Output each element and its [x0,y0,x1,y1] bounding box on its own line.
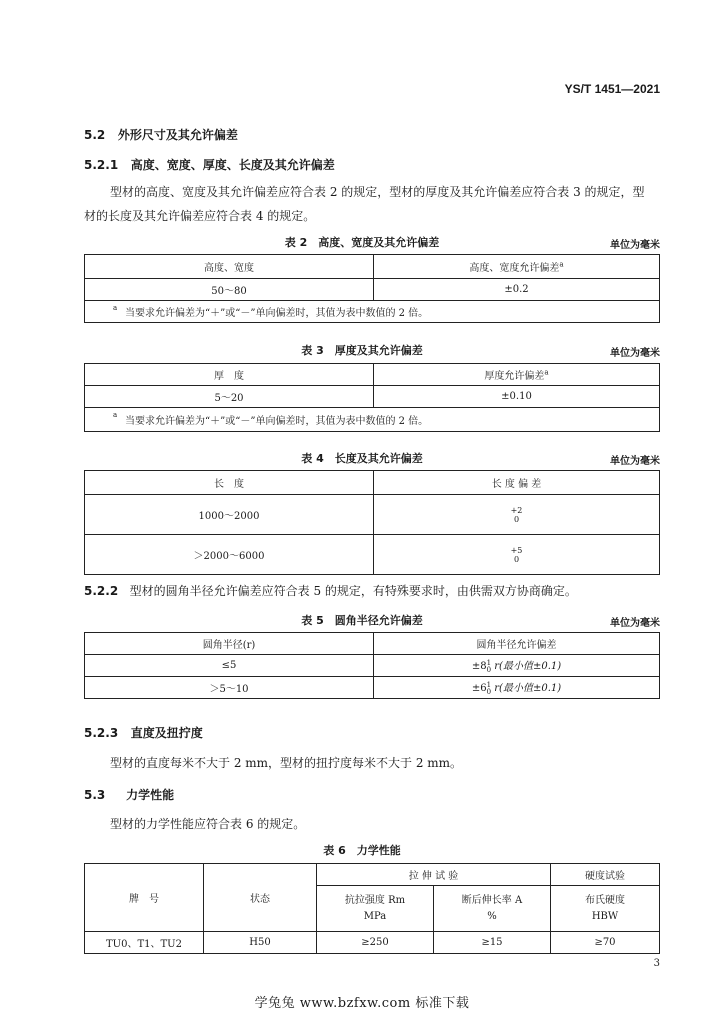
table-cell [374,535,660,575]
table-cell: ＞5～10 [85,677,374,699]
upper-deviation: +5 [510,545,523,555]
table6-header-state: 状态 [204,864,317,932]
paragraph-5-3: 型材的力学性能应符合表 6 的规定。 [110,817,306,831]
section-number: 5.3 [84,788,106,802]
section-text: 型材的圆角半径允许偏差应符合表 5 的规定，有特殊要求时，由供需双方协商确定。 [129,584,577,598]
table6-header-elongation [434,886,551,932]
table2-header-tolerance [374,255,660,279]
tolerance-value: ±8 [471,661,487,673]
fraction [487,660,491,674]
table3-header-thickness: 厚 度 [85,364,374,386]
page-number: 3 [653,958,660,969]
footnote-marker: a [113,411,118,419]
fraction-numerator: 1 [486,658,492,667]
table-6 [84,863,660,954]
table-cell: ≥70 [551,932,660,954]
table3-unit: 单位为毫米 [610,348,660,359]
header-text: 厚度允许偏差 [484,371,545,382]
footnote-marker: a [113,304,118,312]
table-5 [84,632,660,699]
section-number: 5.2.1 [84,158,119,172]
tolerance-tail: r(最小值±0.1) [494,683,562,695]
table3-header-tolerance [374,364,660,386]
table3-caption: 表 3 厚度及其允许偏差 [301,344,423,357]
section-5-2-1 [84,156,335,173]
table-cell [374,655,660,677]
table2-footnote [85,301,660,323]
table-cell: 50～80 [85,279,374,301]
table2-caption: 表 2 高度、宽度及其允许偏差 [284,236,440,249]
table-cell: ±0.10 [374,386,660,408]
table-cell: H50 [204,932,317,954]
paragraph-5-2-3: 型材的直度每米不大于 2 mm，型材的扭拧度每米不大于 2 mm。 [110,756,463,770]
standard-number: YS/T 1451—2021 [564,82,660,96]
table4-unit: 单位为毫米 [610,456,660,467]
header-unit: % [487,910,497,922]
header-text: 布氏硬度 [585,894,625,906]
fraction-numerator: 1 [486,680,492,689]
footer-watermark: 学兔兔 www.bzfxw.com 标准下载 [254,996,470,1011]
lower-deviation: 0 [513,554,520,564]
table5-header-radius: 圆角半径(r) [85,633,374,655]
section-title: 直度及扭拧度 [130,726,203,740]
upper-deviation: +2 [510,505,523,515]
table-cell: ≤5 [85,655,374,677]
table-cell: 5～20 [85,386,374,408]
table5-header-tolerance: 圆角半径允许偏差 [374,633,660,655]
table-cell: TU0、T1、TU2 [85,932,204,954]
table5-caption: 表 5 圆角半径允许偏差 [301,614,423,627]
section-5-2 [84,126,238,143]
footnote-marker: a [559,260,564,269]
table5-unit: 单位为毫米 [610,618,660,629]
header-text: 抗拉强度 Rm [344,894,406,906]
header-unit: MPa [363,910,387,922]
tolerance-tail: r(最小值±0.1) [494,661,562,673]
table-cell: ＞2000～6000 [85,535,374,575]
paragraph-5-2-1-line2: 材的长度及其允许偏差应符合表 4 的规定。 [84,209,316,223]
fraction [487,682,491,696]
tolerance-value: ±6 [471,683,487,695]
table2-header-dimension: 高度、宽度 [85,255,374,279]
table6-header-tensile: 拉 伸 试 验 [317,864,551,886]
table3-footnote [85,408,660,432]
section-title: 力学性能 [126,788,175,802]
table6-header-brinell [551,886,660,932]
fraction-denominator: 0 [486,665,492,674]
table-cell: ≥250 [317,932,434,954]
deviation-stack [511,506,523,524]
footnote-marker: a [544,368,549,377]
table4-caption: 表 4 长度及其允许偏差 [301,452,423,465]
table6-header-tensile-strength [317,886,434,932]
header-text: 断后伸长率 A [461,894,523,906]
table6-caption: 表 6 力学性能 [323,844,401,857]
footnote-text: 当要求允许偏差为“＋”或“－”单向偏差时，其值为表中数值的 2 倍。 [125,308,429,319]
footnote-text: 当要求允许偏差为“＋”或“－”单向偏差时，其值为表中数值的 2 倍。 [125,416,429,427]
table2-unit: 单位为毫米 [610,240,660,251]
header-text: 高度、宽度允许偏差 [469,263,560,274]
section-number: 5.2 [84,128,106,142]
section-5-2-3 [84,724,203,741]
section-number: 5.2.3 [84,726,119,740]
table-cell [374,495,660,535]
section-5-2-2 [84,579,577,603]
table6-header-grade: 牌 号 [85,864,204,932]
header-unit: HBW [591,910,619,922]
table-cell: ±0.2 [374,279,660,301]
table-cell [374,677,660,699]
fraction-denominator: 0 [486,687,492,696]
table4-header-deviation: 长 度 偏 差 [374,471,660,495]
paragraph-5-2-1-line1: 型材的高度、宽度及其允许偏差应符合表 2 的规定，型材的厚度及其允许偏差应符合表 3 的规定，型 [110,185,645,199]
lower-deviation: 0 [513,514,520,524]
section-number: 5.2.2 [84,584,119,598]
table-cell: 1000～2000 [85,495,374,535]
section-title: 外形尺寸及其允许偏差 [117,128,238,142]
section-5-3 [84,786,174,803]
deviation-stack [511,546,523,564]
section-title: 高度、宽度、厚度、长度及其允许偏差 [130,158,335,172]
table-2 [84,254,660,323]
table4-header-length: 长 度 [85,471,374,495]
table6-header-hardness-test: 硬度试验 [551,864,660,886]
table-3 [84,363,660,432]
table-cell: ≥15 [434,932,551,954]
table-4 [84,470,660,575]
